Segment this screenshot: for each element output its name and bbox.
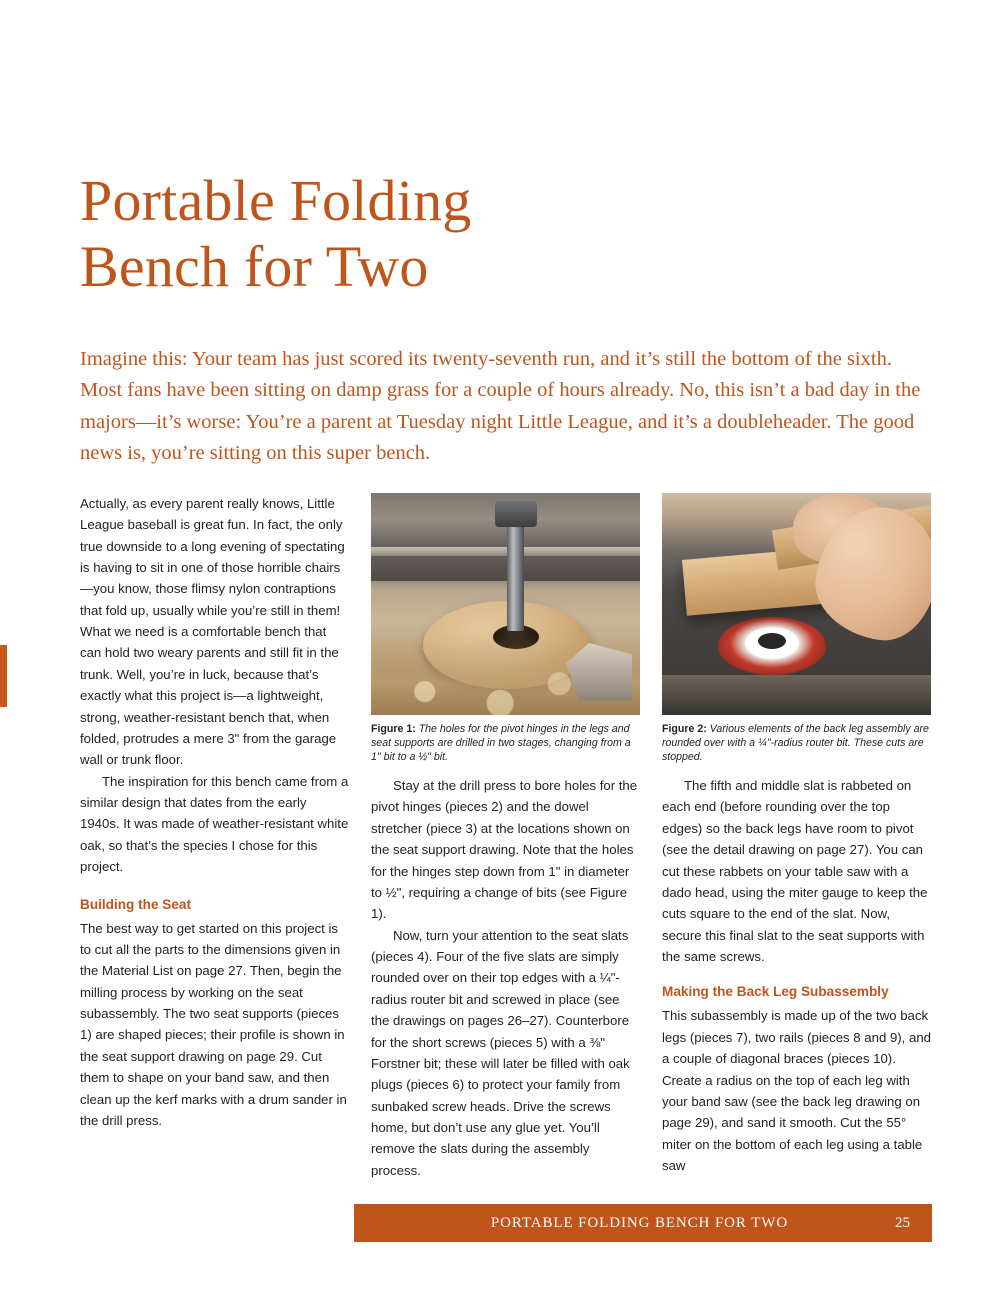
page-title-line2: Bench for Two bbox=[80, 234, 429, 300]
figure-1-caption-text: The holes for the pivot hinges in the legs and seat supports are drilled in two stages, changing from a 1" bit to a ½" bit. bbox=[371, 722, 631, 763]
column-one-paragraph-1: Actually, as every parent really knows, Little League baseball is great fun. In fact, the only true downside to a long evening of spectating is having to sit in one of those horrible chairs—you know, those flimsy nylon contraptions that fold up, usually while you’re still in them! What we need is a comfortable bench that can hold two weary parents and still fit in the trunk. Well, you’re in luck, because that’s exactly what this project is—a lightweight, strong, weather-resistant bench that, when folded, protrudes a mere 3" from the garage wall or trunk floor. bbox=[80, 495, 345, 768]
page-title-line1: Portable Folding bbox=[80, 168, 472, 233]
subhead-building-the-seat: Building the Seat bbox=[80, 896, 192, 912]
footer-page-number: 25 bbox=[895, 1214, 910, 1231]
figure-1-label: Figure 1: bbox=[371, 722, 416, 735]
figure-2-photo bbox=[662, 493, 931, 715]
figure-2-label: Figure 2: bbox=[662, 722, 707, 735]
column-two-paragraph-1: Stay at the drill press to bore holes for the pivot hinges (pieces 2) and the dowel stretcher (piece 3) at the locations shown on the seat support drawing. Note that the holes for the hinges step down from 1" in diameter to ½", requiring a change of bits (see Figure 1). bbox=[371, 778, 638, 922]
column-three bbox=[662, 493, 931, 1181]
dust-haze bbox=[662, 675, 931, 715]
column-two bbox=[371, 493, 640, 1181]
column-three-paragraph-2: This subassembly is made up of the two back legs (pieces 7), two rails (pieces 8 and 9), and a couple of diagonal braces (pieces 10). Create a radius on the top of each leg with your band saw (see the back leg drawing on page 29), and sand it smooth. Cut the 55° miter on the bottom of each leg using a table saw bbox=[662, 1008, 932, 1174]
page-title bbox=[80, 0, 932, 300]
column-one-paragraph-3: The best way to get started on this project is to cut all the parts to the dimensions given in the Material List on page 27. Then, begin the milling process by working on the seat subassembly. The two seat supports (pieces 1) are shaped pieces; their profile is shown in the seat support drawing on page 29. Cut them to shape on your band saw, and then clean up the kerf marks with a drum sander in the drill press. bbox=[80, 920, 347, 1128]
page-footer bbox=[354, 1204, 932, 1242]
subhead-making-back-leg-subassembly: Making the Back Leg Subassembly bbox=[662, 984, 889, 1000]
figure-2-caption-text: Various elements of the back leg assembly are rounded over with a ¼"-radius router bit. These cuts are stopped. bbox=[662, 722, 929, 763]
article-columns bbox=[80, 493, 932, 1181]
article-deck: Imagine this: Your team has just scored its twenty-seventh run, and it’s still the bottom of the sixth. Most fans have been sitting on damp grass for a couple of hours already. No, this isn’t a bad day in the majors—it’s worse: You’re a parent at Tuesday night Little League, and it’s a doubleheader. The good news is, you’re sitting on this super bench. bbox=[80, 348, 921, 464]
figure-1-caption bbox=[371, 722, 640, 764]
figure-1-photo bbox=[371, 493, 640, 715]
figure-2 bbox=[662, 493, 931, 764]
column-one bbox=[80, 493, 349, 1181]
figure-1 bbox=[371, 493, 640, 764]
page-content bbox=[80, 0, 932, 1181]
column-three-paragraph-1: The fifth and middle slat is rabbeted on each end (before rounding over the top edges) so the back legs have room to pivot (see the detail drawing on page 27). You can cut these rabbets on your table saw with a dado head, using the miter gauge to keep the cuts square to the end of the slat. Now, secure this final slat to the seat supports with the same screws. bbox=[662, 778, 928, 965]
left-bleed-mark bbox=[0, 645, 7, 707]
footer-running-title: PORTABLE FOLDING BENCH FOR TWO bbox=[490, 1214, 789, 1231]
fence-highlight bbox=[371, 547, 640, 556]
column-one-paragraph-2: The inspiration for this bench came from a similar design that dates from the early 1940s. It was made of weather-resistant white oak, so that’s the species I chose for this project. bbox=[80, 773, 349, 875]
column-two-paragraph-2: Now, turn your attention to the seat slats (pieces 4). Four of the five slats are simply rounded over on their top edges with a ¼"-radius router bit and screwed in place (see the drawings on pages 26–27). Counterbore for the short screws (pieces 5) with a ⅜" Forstner bit; these will later be filled with oak plugs (pieces 6) to protect your family from sunbaked screw heads. Drive the screws home, but don’t use any glue yet. You’ll remove the slats during the assembly process. bbox=[371, 927, 630, 1178]
router-bit-opening bbox=[758, 633, 786, 649]
drill-bit bbox=[507, 509, 524, 631]
figure-2-caption bbox=[662, 722, 931, 764]
drill-chuck bbox=[495, 501, 537, 527]
